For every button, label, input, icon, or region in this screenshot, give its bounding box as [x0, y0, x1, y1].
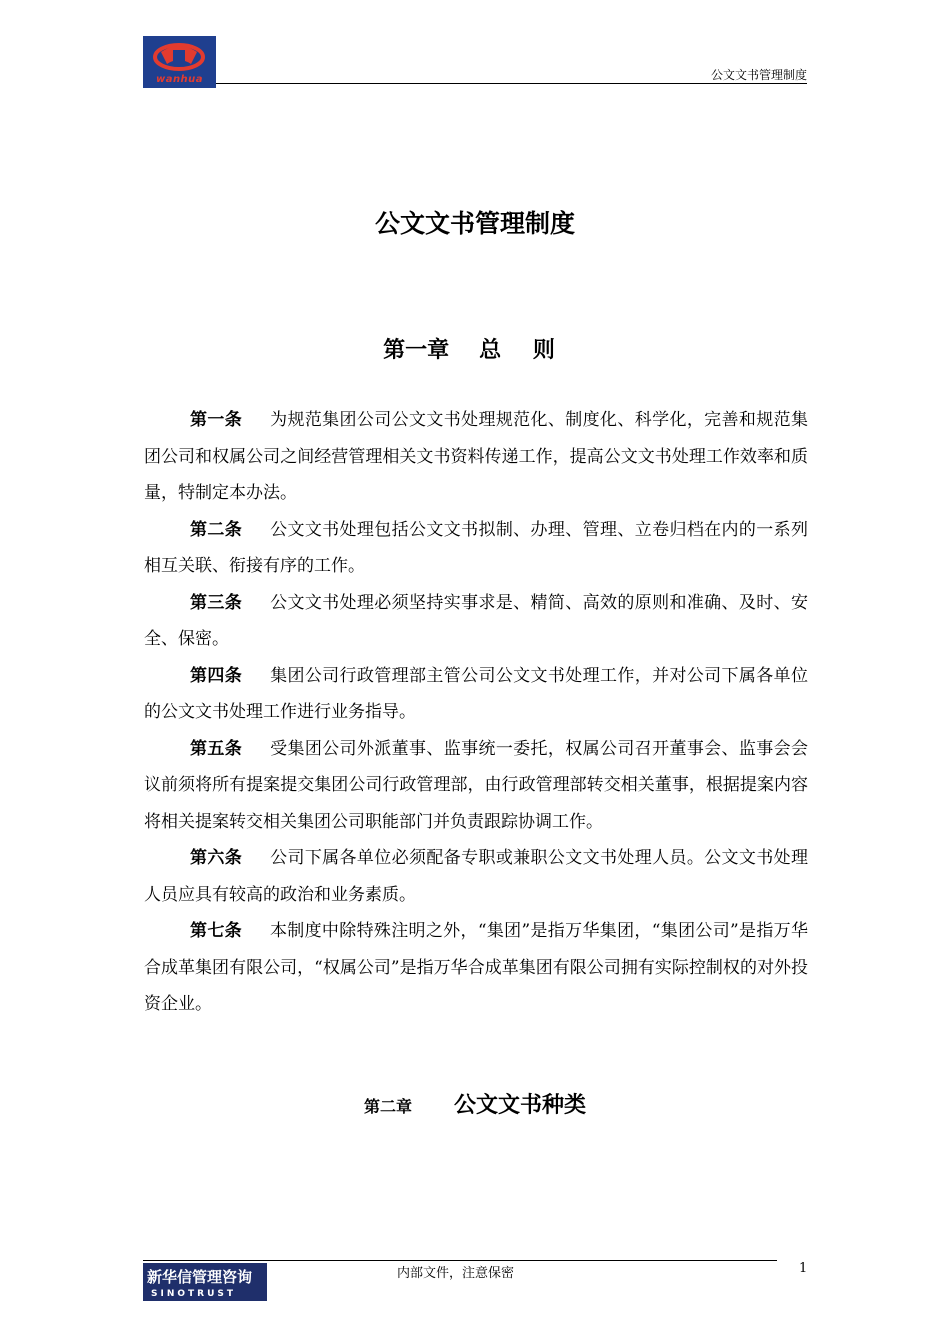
article-number: 第七条: [190, 921, 242, 941]
company-logo-wordmark: wanhua: [155, 74, 204, 85]
company-logo: [143, 36, 216, 88]
article-number: 第一条: [190, 410, 243, 430]
article-text: 集团公司行政管理部主管公司公文文书处理工作，并对公司下属各单位的公文文书处理工作进行业务指导。: [144, 665, 809, 722]
article-number: 第三条: [190, 592, 243, 613]
article-number: 第五条: [190, 738, 243, 759]
page-number: 1: [799, 1261, 808, 1276]
header-divider: [216, 83, 807, 84]
article-7: [144, 913, 808, 1023]
chapter-1-heading: [0, 333, 950, 364]
article-number: 第六条: [190, 848, 243, 868]
running-header-title: 公文文书管理制度: [710, 68, 807, 82]
article-number: 第四条: [190, 665, 243, 686]
company-logo-symbol-icon: [153, 42, 205, 72]
article-number: 第二条: [190, 519, 243, 540]
chapter-1-number: 第一章: [383, 338, 450, 363]
article-6: [144, 840, 808, 913]
article-text: 公文文书处理必须坚持实事求是、精简、高效的原则和准确、及时、安全、保密。: [144, 592, 809, 649]
article-text: 受集团公司外派董事、监事统一委托，权属公司召开董事会、监事会会议前须将所有提案提交集团公司行政管理部，由行政管理部转交相关董事，根据提案内容将相关提案转交相关集团公司职能部门并负责跟踪协调工作。: [144, 738, 809, 832]
article-3: [144, 585, 808, 658]
article-text: 本制度中除特殊注明之外，“集团”是指万华集团，“集团公司”是指万华合成革集团有限公司，“权属公司”是指万华合成革集团有限公司拥有实际控制权的对外投资企业。: [144, 921, 809, 1014]
chapter-2-heading: [0, 1088, 950, 1119]
chapter-2-number: 第二章: [363, 1097, 412, 1116]
chapter-2-name: 公文文书种类: [454, 1093, 587, 1118]
article-text: 公司下属各单位必须配备专职或兼职公文文书处理人员。公文文书处理人员应具有较高的政治和业务素质。: [144, 848, 809, 905]
article-2: [144, 512, 808, 585]
article-4: [144, 658, 808, 731]
footer-divider: [143, 1260, 777, 1261]
chapter-1-name: 总 则: [479, 338, 567, 363]
confidential-note: 内部文件，注意保密: [397, 1266, 515, 1281]
chapter-1-body: [144, 402, 808, 1023]
consultancy-logo-en: SINOTRUST: [151, 1289, 237, 1299]
consultancy-logo-cn: 新华信管理咨询: [147, 1268, 253, 1286]
article-5: [144, 731, 808, 841]
article-1: [144, 402, 808, 512]
consultancy-logo: [143, 1263, 267, 1301]
document-title: 公文文书管理制度: [374, 209, 575, 238]
article-text: 为规范集团公司公文文书处理规范化、制度化、科学化，完善和规范集团公司和权属公司之间经营管理相关文书资料传递工作，提高公文文书处理工作效率和质量，特制定本办法。: [144, 410, 809, 503]
article-text: 公文文书处理包括公文文书拟制、办理、管理、立卷归档在内的一系列相互关联、衔接有序的工作。: [144, 519, 809, 576]
